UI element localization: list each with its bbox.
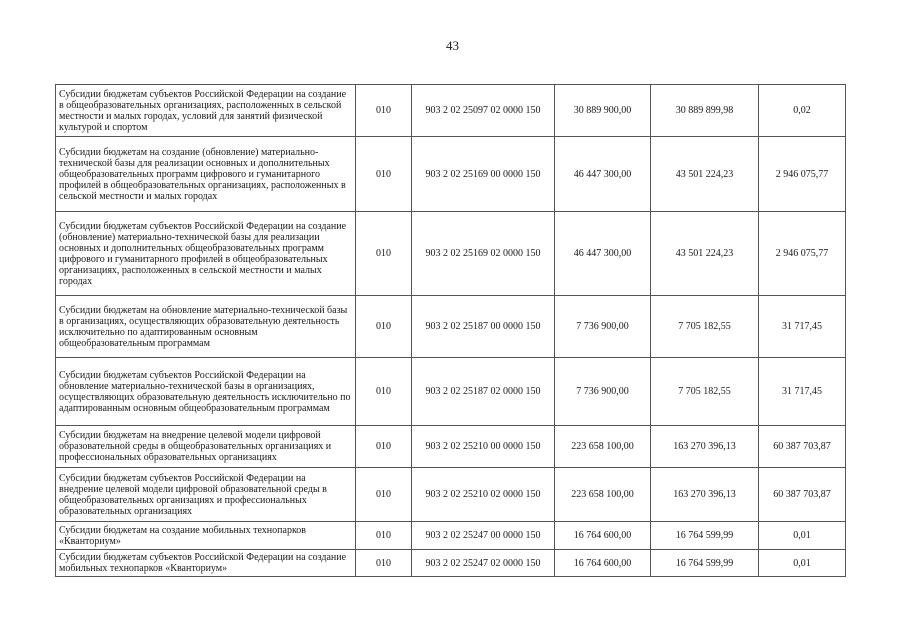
row-unexecuted: 31 717,45 bbox=[759, 358, 846, 426]
table-row bbox=[56, 358, 846, 426]
row-code: 010 bbox=[356, 85, 412, 137]
row-unexecuted: 31 717,45 bbox=[759, 296, 846, 358]
row-kbk: 903 2 02 25247 00 0000 150 bbox=[412, 522, 555, 550]
row-kbk: 903 2 02 25187 02 0000 150 bbox=[412, 358, 555, 426]
page-number: 43 bbox=[446, 38, 459, 53]
row-code: 010 bbox=[356, 468, 412, 522]
row-description: Субсидии бюджетам субъектов Российской Федерации на создание мобильных технопарков «Кванториум» bbox=[56, 550, 356, 577]
row-executed: 43 501 224,23 bbox=[651, 137, 759, 212]
row-unexecuted: 2 946 075,77 bbox=[759, 137, 846, 212]
row-executed: 16 764 599,99 bbox=[651, 522, 759, 550]
row-description: Субсидии бюджетам субъектов Российской Федерации на внедрение целевой модели цифровой образовательной среды в общеобразовательных организациях и профессиональных образовательных организациях bbox=[56, 468, 356, 522]
row-approved: 7 736 900,00 bbox=[555, 358, 651, 426]
row-code: 010 bbox=[356, 358, 412, 426]
row-kbk: 903 2 02 25210 02 0000 150 bbox=[412, 468, 555, 522]
row-executed: 163 270 396,13 bbox=[651, 426, 759, 468]
row-unexecuted: 0,01 bbox=[759, 522, 846, 550]
row-kbk: 903 2 02 25247 02 0000 150 bbox=[412, 550, 555, 577]
row-unexecuted: 2 946 075,77 bbox=[759, 212, 846, 296]
table-row bbox=[56, 212, 846, 296]
row-code: 010 bbox=[356, 522, 412, 550]
row-description: Субсидии бюджетам субъектов Российской Федерации на создание (обновление) материально-технической базы для реализации основных и дополнительных общеобразовательных программ цифрового и гуманитарного профилей в общеобразовательных организациях, расположенных в сельской местности и малых городах bbox=[56, 212, 356, 296]
row-approved: 223 658 100,00 bbox=[555, 426, 651, 468]
table-row bbox=[56, 137, 846, 212]
row-executed: 16 764 599,99 bbox=[651, 550, 759, 577]
row-description: Субсидии бюджетам на обновление материально-технической базы в организациях, осуществляющих образовательную деятельность исключительно по адаптированным основным общеобразовательным программам bbox=[56, 296, 356, 358]
row-kbk: 903 2 02 25169 00 0000 150 bbox=[412, 137, 555, 212]
row-code: 010 bbox=[356, 137, 412, 212]
row-kbk: 903 2 02 25210 00 0000 150 bbox=[412, 426, 555, 468]
row-approved: 223 658 100,00 bbox=[555, 468, 651, 522]
row-approved: 46 447 300,00 bbox=[555, 137, 651, 212]
row-executed: 163 270 396,13 bbox=[651, 468, 759, 522]
row-unexecuted: 60 387 703,87 bbox=[759, 426, 846, 468]
row-approved: 7 736 900,00 bbox=[555, 296, 651, 358]
row-executed: 43 501 224,23 bbox=[651, 212, 759, 296]
row-description: Субсидии бюджетам на создание мобильных технопарков «Кванториум» bbox=[56, 522, 356, 550]
row-kbk: 903 2 02 25097 02 0000 150 bbox=[412, 85, 555, 137]
table-row bbox=[56, 296, 846, 358]
row-code: 010 bbox=[356, 212, 412, 296]
table-row bbox=[56, 468, 846, 522]
row-approved: 16 764 600,00 bbox=[555, 550, 651, 577]
row-executed: 30 889 899,98 bbox=[651, 85, 759, 137]
row-unexecuted: 60 387 703,87 bbox=[759, 468, 846, 522]
table-row bbox=[56, 426, 846, 468]
table-row bbox=[56, 550, 846, 577]
budget-table bbox=[55, 84, 846, 577]
row-executed: 7 705 182,55 bbox=[651, 296, 759, 358]
row-description: Субсидии бюджетам на создание (обновление) материально-технической базы для реализации основных и дополнительных общеобразовательных программ цифрового и гуманитарного профилей в общеобразовательных организациях, расположенных в сельской местности и малых городах bbox=[56, 137, 356, 212]
row-approved: 30 889 900,00 bbox=[555, 85, 651, 137]
row-approved: 16 764 600,00 bbox=[555, 522, 651, 550]
row-code: 010 bbox=[356, 550, 412, 577]
row-kbk: 903 2 02 25187 00 0000 150 bbox=[412, 296, 555, 358]
table-row bbox=[56, 522, 846, 550]
table-row bbox=[56, 85, 846, 137]
row-approved: 46 447 300,00 bbox=[555, 212, 651, 296]
row-executed: 7 705 182,55 bbox=[651, 358, 759, 426]
row-kbk: 903 2 02 25169 02 0000 150 bbox=[412, 212, 555, 296]
row-description: Субсидии бюджетам на внедрение целевой модели цифровой образовательной среды в общеобразовательных организациях и профессиональных образовательных организациях bbox=[56, 426, 356, 468]
row-code: 010 bbox=[356, 426, 412, 468]
row-code: 010 bbox=[356, 296, 412, 358]
row-description: Субсидии бюджетам субъектов Российской Федерации на обновление материально-технической базы в организациях, осуществляющих образовательную деятельность исключительно по адаптированным основным общеобразовательным программам bbox=[56, 358, 356, 426]
row-unexecuted: 0,01 bbox=[759, 550, 846, 577]
row-unexecuted: 0,02 bbox=[759, 85, 846, 137]
row-description: Субсидии бюджетам субъектов Российской Федерации на создание в общеобразовательных организациях, расположенных в сельской местности и малых городах, условий для занятий физической культурой и спортом bbox=[56, 85, 356, 137]
